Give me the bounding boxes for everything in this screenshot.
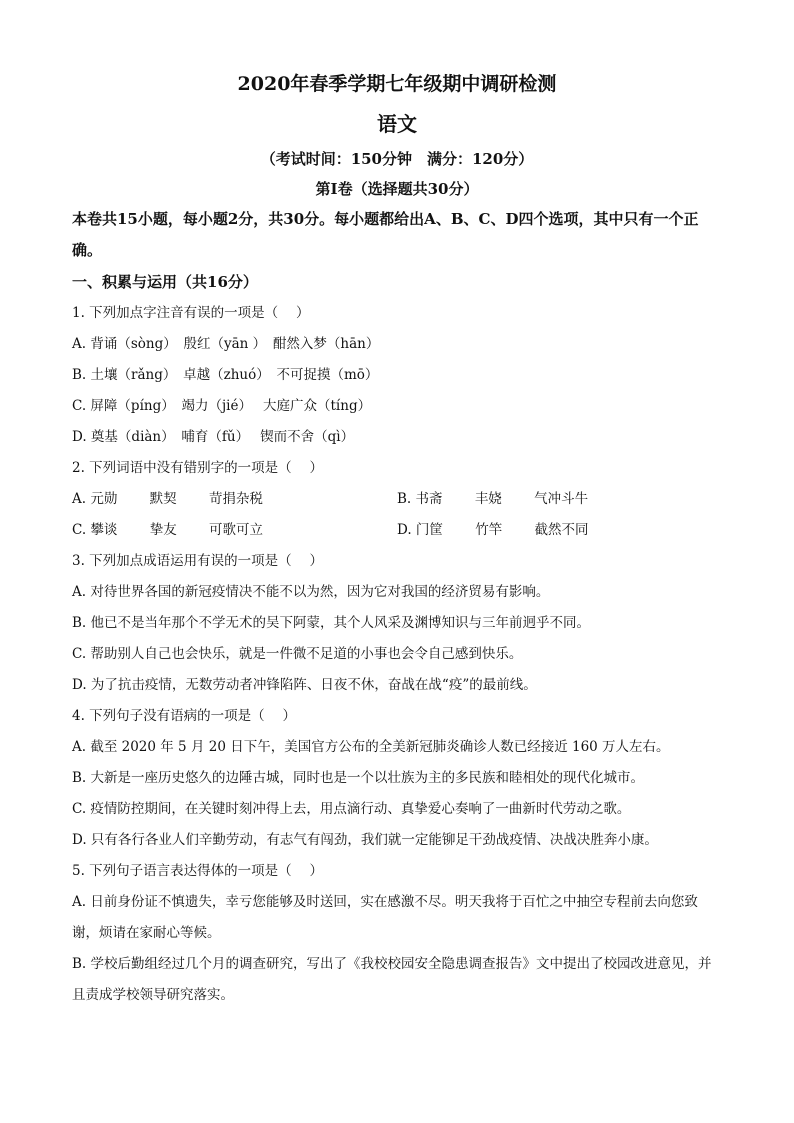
exam-title: 2020年春季学期七年级期中调研检测 xyxy=(237,73,557,95)
question-option: D. 只有各行各业人们辛勤劳动，有志气有闯劲，我们就一定能铆足干劲战疫情、决战决胜奔小康。 xyxy=(72,832,658,848)
question-option: B. 大新是一座历史悠久的边陲古城，同时也是一个以壮族为主的多民族和睦相处的现代化城市。 xyxy=(72,770,645,786)
subject-title: 语文 xyxy=(377,112,417,136)
question-option xyxy=(397,484,588,515)
instructions: 本卷共15小题，每小题2分，共30分。每小题都给出A、B、C、D四个选项，其中只有一个正确。 xyxy=(72,210,699,259)
option-word: D. 门筐 xyxy=(397,522,443,538)
question-option: B. 他已不是当年那个不学无术的吴下阿蒙，其个人风采及渊博知识与三年前迥乎不同。 xyxy=(72,615,591,631)
question-option: B. 土壤（rǎng） 卓越（zhuó） 不可捉摸（mō） xyxy=(72,367,379,383)
question-option-row xyxy=(72,484,722,515)
question-stem: 1. 下列加点字注音有误的一项是（ ） xyxy=(72,305,310,321)
question-stem: 4. 下列句子没有语病的一项是（ ） xyxy=(72,708,296,724)
option-word: 气冲斗牛 xyxy=(534,491,589,507)
volume-heading: 第Ⅰ卷（选择题共30分） xyxy=(315,180,479,198)
option-word: A. 元勋 xyxy=(72,491,118,507)
question-option: A. 日前身份证不慎遗失，幸亏您能够及时送回，实在感激不尽。明天我将于百忙之中抽空专程前去向您致谢，烦请在家耐心等候。 xyxy=(72,894,698,941)
option-word: C. 攀谈 xyxy=(72,522,118,538)
question-stem: 3. 下列加点成语运用有误的一项是（ ） xyxy=(72,553,323,569)
question-option: D. 为了抗击疫情，无数劳动者冲锋陷阵、日夜不休，奋战在战“疫”的最前线。 xyxy=(72,677,537,693)
section-heading: 一、积累与运用（共16分） xyxy=(72,273,258,291)
question-option: C. 屏障（píng） 竭力（jié） 大庭广众（tíng） xyxy=(72,398,372,414)
question-option: B. 学校后勤组经过几个月的调查研究，写出了《我校校园安全隐患调查报告》文中提出了校园改进意见，并且责成学校领导研究落实。 xyxy=(72,956,712,1003)
option-word: 丰娆 xyxy=(474,491,502,507)
option-word: 苛捐杂税 xyxy=(208,491,263,507)
option-word: B. 书斋 xyxy=(397,491,443,507)
question-option: C. 疫情防控期间，在关键时刻冲得上去，用点滴行动、真挚爱心奏响了一曲新时代劳动之歌。 xyxy=(72,801,631,817)
exam-time-info: （考试时间：150分钟 满分：120分） xyxy=(260,150,534,168)
question-option: D. 奠基（diàn） 哺育（fǔ） 锲而不舍（qì） xyxy=(72,429,355,445)
question-option xyxy=(397,515,589,546)
question-option: C. 帮助别人自己也会快乐，就是一件微不足道的小事也会令自己感到快乐。 xyxy=(72,646,523,662)
option-word: 竹竿 xyxy=(475,522,503,538)
question-stem: 2. 下列词语中没有错别字的一项是（ ） xyxy=(72,460,323,476)
option-word: 默契 xyxy=(149,491,177,507)
option-word: 挚友 xyxy=(149,522,177,538)
question-option: A. 对待世界各国的新冠疫情决不能不以为然，因为它对我国的经济贸易有影响。 xyxy=(72,584,550,600)
exam-page xyxy=(72,66,722,1011)
question-option xyxy=(72,484,397,515)
question-option: A. 背诵（sòng） 殷红（yān ） 酣然入梦（hān） xyxy=(72,336,380,352)
question-stem: 5. 下列句子语言表达得体的一项是（ ） xyxy=(72,863,323,879)
question-option: A. 截至 2020 年 5 月 20 日下午，美国官方公布的全美新冠肺炎确诊人数已经接近 160 万人左右。 xyxy=(72,739,670,755)
question-option xyxy=(72,515,397,546)
option-word: 截然不同 xyxy=(534,522,589,538)
option-word: 可歌可立 xyxy=(209,522,264,538)
question-option-row xyxy=(72,515,722,546)
